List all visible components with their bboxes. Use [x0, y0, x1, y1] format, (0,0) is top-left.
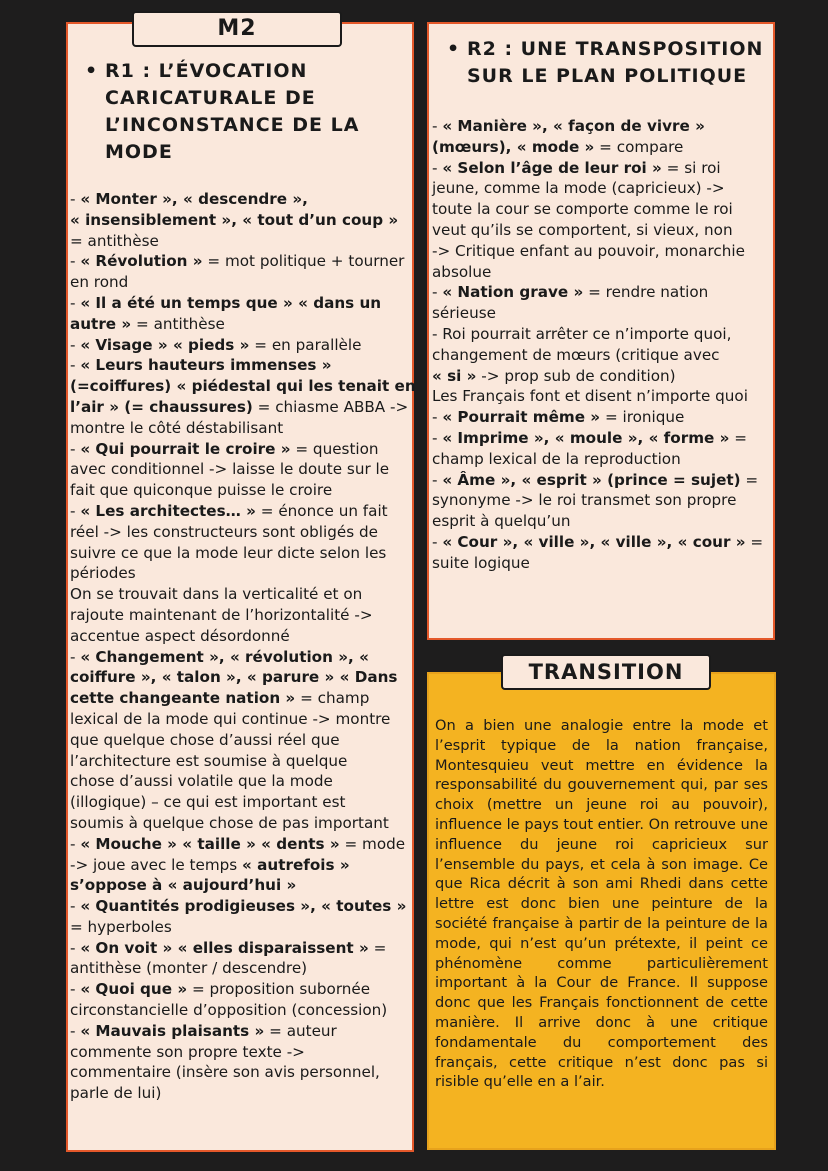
note-line	[432, 178, 772, 199]
note-text: = mot politique + tourner	[202, 252, 405, 271]
note-line	[70, 501, 412, 522]
quote-term: « Manière », « façon de vivre »	[442, 117, 705, 135]
note-text: = mode	[339, 834, 406, 853]
r2-heading-line: SUR LE PLAN POLITIQUE	[467, 65, 748, 87]
note-text: -	[70, 1021, 81, 1040]
note-text: avec conditionnel -> laisse le doute sur le	[70, 460, 390, 479]
note-line	[432, 470, 772, 491]
note-line	[70, 1062, 412, 1083]
note-text: -	[70, 647, 81, 666]
r2-notes	[432, 116, 772, 574]
note-text: = proposition subornée	[187, 980, 371, 999]
note-text: = antithèse	[70, 231, 159, 250]
note-text: -	[432, 408, 443, 427]
quote-term: s’oppose à « aujourd’hui »	[70, 876, 297, 895]
r1-heading-line: CARICATURALE DE	[105, 87, 316, 109]
note-line	[432, 532, 772, 553]
note-line	[432, 262, 772, 283]
note-text: suivre ce que la mode leur dicte selon les	[70, 543, 387, 562]
note-text: en rond	[70, 273, 129, 292]
note-text: l’architecture est soumise à quelque	[70, 751, 348, 770]
quote-term: « Nation grave »	[442, 283, 584, 302]
transition-tag: TRANSITION	[501, 654, 711, 690]
note-line	[432, 199, 772, 220]
note-line	[70, 293, 412, 314]
note-text: Les Français font et disent n’importe quoi	[432, 387, 748, 406]
note-line	[70, 314, 412, 335]
note-line	[70, 1042, 412, 1063]
note-text: =	[745, 532, 764, 551]
note-line	[70, 1083, 412, 1104]
note-text: = hyperboles	[70, 917, 172, 936]
note-text: esprit à quelqu’un	[432, 512, 571, 531]
note-line	[70, 251, 412, 272]
note-text: champ lexical de la reproduction	[432, 449, 681, 468]
quote-term: cette changeante nation »	[70, 689, 296, 708]
note-text: -	[70, 252, 81, 271]
note-line	[70, 855, 412, 876]
quote-term: (mœurs), « mode »	[432, 137, 595, 156]
note-line	[70, 813, 412, 834]
note-text: antithèse (monter / descendre)	[70, 959, 308, 978]
note-line	[70, 730, 412, 751]
m2-tag: M2	[132, 11, 342, 47]
note-line	[70, 272, 412, 293]
note-line	[70, 917, 412, 938]
bullet-icon: •	[85, 60, 99, 82]
quote-term: « Mauvais plaisants »	[80, 1021, 265, 1040]
note-text: périodes	[70, 564, 136, 583]
note-line	[70, 231, 412, 252]
note-text: soumis à quelque chose de pas important	[70, 813, 389, 832]
note-text: = auteur	[264, 1021, 337, 1040]
quote-term: « Révolution »	[80, 252, 203, 271]
r2-heading-line: R2 : UNE TRANSPOSITION	[467, 38, 764, 60]
note-text: =	[740, 470, 759, 489]
note-text: = rendre nation	[583, 283, 709, 302]
note-text: absolue	[432, 262, 492, 281]
quote-term: « Qui pourrait le croire »	[80, 439, 291, 458]
note-line	[432, 241, 772, 262]
quote-term: « Pourrait même »	[442, 408, 601, 427]
note-line	[70, 979, 412, 1000]
note-text: commentaire (insère son avis personnel,	[70, 1063, 380, 1082]
quote-term: « Quantités prodigieuses », « toutes »	[80, 897, 407, 916]
r1-notes	[70, 189, 416, 1104]
note-line	[432, 511, 772, 532]
note-line	[70, 439, 412, 460]
note-line	[70, 751, 412, 772]
note-line	[70, 938, 412, 959]
note-text: - Roi pourrait arrêter ce n’importe quoi,	[432, 324, 732, 343]
quote-term: « Mouche » « taille » « dents »	[80, 834, 340, 853]
note-line	[70, 480, 412, 501]
note-line	[70, 688, 412, 709]
note-text: -	[432, 470, 443, 489]
quote-term: « Selon l’âge de leur roi »	[442, 158, 662, 177]
note-text: -	[70, 293, 81, 312]
note-text: = compare	[594, 137, 684, 156]
note-line	[70, 896, 412, 917]
note-text: chose d’aussi volatile que la mode	[70, 772, 333, 791]
note-text: parle de lui)	[70, 1084, 162, 1103]
quote-term: « Les architectes… »	[80, 501, 256, 520]
note-line	[70, 543, 412, 564]
note-text: -> Critique enfant au pouvoir, monarchie	[432, 241, 745, 260]
note-text: réel -> les constructeurs sont obligés de	[70, 522, 378, 541]
quote-term: coiffure », « talon », « parure » « Dans	[70, 668, 398, 687]
quote-term: « insensiblement », « tout d’un coup »	[70, 210, 399, 229]
note-line	[70, 605, 412, 626]
quote-term: autre »	[70, 314, 132, 333]
note-text: On se trouvait dans la verticalité et on	[70, 585, 363, 604]
note-line	[70, 647, 412, 668]
note-text: = chiasme ABBA ->	[252, 397, 409, 416]
note-line	[70, 210, 412, 231]
note-line	[432, 428, 772, 449]
quote-term: « Âme », « esprit » (prince = sujet)	[442, 470, 741, 489]
note-line	[432, 407, 772, 428]
note-text: sérieuse	[432, 304, 496, 323]
note-text: -	[70, 980, 81, 999]
note-text: -	[432, 532, 443, 551]
quote-term: (=coiffures) « piédestal qui les tenait en	[70, 377, 416, 396]
note-line	[70, 834, 412, 855]
note-line	[432, 137, 772, 158]
note-line	[70, 1021, 412, 1042]
note-line	[70, 667, 412, 688]
note-line	[70, 459, 412, 480]
note-text: accentue aspect désordonné	[70, 626, 290, 645]
note-line	[432, 553, 772, 574]
note-text: -	[70, 501, 81, 520]
note-text: synonyme -> le roi transmet son propre	[432, 491, 737, 510]
note-line	[70, 335, 412, 356]
note-text: -	[432, 428, 443, 447]
quote-term: l’air » (= chaussures)	[70, 397, 253, 416]
note-line	[70, 771, 412, 792]
quote-term: « Cour », « ville », « ville », « cour »	[442, 532, 746, 551]
note-line	[70, 355, 412, 376]
note-text: =	[729, 428, 747, 447]
r1-heading-line: MODE	[105, 141, 173, 163]
note-line	[432, 449, 772, 470]
note-text: = énonce un fait	[255, 501, 388, 520]
note-line	[432, 303, 772, 324]
note-text: jeune, comme la mode (capricieux) ->	[432, 179, 725, 198]
note-line	[70, 626, 412, 647]
note-text: commente son propre texte ->	[70, 1042, 305, 1061]
r1-heading	[85, 58, 395, 166]
note-text: -	[432, 283, 443, 302]
note-line	[70, 958, 412, 979]
note-text: -	[432, 117, 443, 135]
note-line	[70, 875, 412, 896]
note-text: = antithèse	[131, 314, 225, 333]
note-line	[432, 490, 772, 511]
note-text: -	[70, 335, 81, 354]
note-text: fait que quiconque puisse le croire	[70, 481, 333, 500]
note-line	[70, 792, 412, 813]
quote-term: « Il a été un temps que » « dans un	[80, 293, 382, 312]
note-text: -	[70, 356, 81, 375]
quote-term: « Quoi que »	[80, 980, 188, 999]
note-text: = en parallèle	[249, 335, 362, 354]
note-text: montre le côté déstabilisant	[70, 418, 284, 437]
r1-heading-line: R1 : L’ÉVOCATION	[105, 60, 308, 82]
note-text: circonstancielle d’opposition (concession)	[70, 1001, 388, 1020]
note-line	[70, 418, 412, 439]
note-text: (illogique) – ce qui est important est	[70, 793, 346, 812]
r1-heading-line: L’INCONSTANCE DE LA	[105, 114, 360, 136]
note-text: -	[70, 834, 81, 853]
note-line	[70, 563, 412, 584]
note-line	[432, 386, 772, 407]
note-text: toute la cour se comporte comme le roi	[432, 200, 733, 219]
note-line	[432, 366, 772, 387]
quote-term: « On voit » « elles disparaissent »	[80, 938, 369, 957]
transition-paragraph: On a bien une analogie entre la mode et l’esprit typique de la nation française, Montesquieu veut mettre en évidence la responsabilité du gouvernement qui, par ses choix (mettre un jeune roi au pouvoir), influence le pays tout entier. On retrouve une influence du jeune roi capricieux sur l’ensemble du pays, et cela à son image. Ce que Rica décrit à son ami Rhedi dans cette lettre est donc bien une peinture de la société française à partir de la peinture de la mode, qui n’est qu’un prétexte, il peint ce phénomène comme particulièrement important à la Cour de France. Il suppose donc que les Français fonctionnent de cette manière. Il arrive donc à une critique fondamentale du comportement des français, cette critique n’est donc pas si risible qu’elle en a l’air.	[435, 717, 768, 1091]
quote-term: « Changement », « révolution », «	[80, 647, 369, 666]
quote-term: « Imprime », « moule », « forme »	[442, 428, 730, 447]
bullet-icon: •	[447, 38, 461, 60]
note-text: -> prop sub de condition)	[476, 366, 676, 385]
note-text: changement de mœurs (critique avec	[432, 345, 720, 364]
note-text: = question	[290, 439, 379, 458]
note-text: -	[432, 158, 443, 177]
note-line	[70, 522, 412, 543]
note-line	[432, 345, 772, 366]
note-text: -	[70, 190, 81, 208]
quote-term: « Monter », « descendre »,	[80, 190, 308, 208]
note-line	[432, 220, 772, 241]
note-line	[70, 1000, 412, 1021]
quote-term: « si »	[432, 366, 477, 385]
note-line	[432, 116, 772, 137]
note-text: lexical de la mode qui continue -> montre	[70, 709, 391, 728]
note-line	[70, 709, 412, 730]
note-line	[70, 397, 412, 418]
quote-term: « Leurs hauteurs immenses »	[80, 356, 332, 375]
note-text: rajoute maintenant de l’horizontalité ->	[70, 605, 373, 624]
r2-heading	[447, 36, 767, 90]
quote-term: « autrefois »	[242, 855, 350, 874]
note-text: =	[368, 938, 387, 957]
note-line	[432, 282, 772, 303]
note-line	[70, 376, 416, 397]
note-line	[432, 158, 772, 179]
note-text: suite logique	[432, 553, 530, 572]
note-text: que quelque chose d’aussi réel que	[70, 730, 340, 749]
note-text: = champ	[295, 689, 370, 708]
note-text: -	[70, 897, 81, 916]
note-text: -> joue avec le temps	[70, 855, 243, 874]
note-text: = si roi	[661, 158, 721, 177]
note-text: = ironique	[600, 408, 685, 427]
note-line	[70, 584, 412, 605]
note-text: -	[70, 439, 81, 458]
note-text: -	[70, 938, 81, 957]
quote-term: « Visage » « pieds »	[80, 335, 250, 354]
note-line	[70, 189, 412, 210]
note-line	[432, 324, 772, 345]
note-text: veut qu’ils se comportent, si vieux, non	[432, 220, 733, 239]
